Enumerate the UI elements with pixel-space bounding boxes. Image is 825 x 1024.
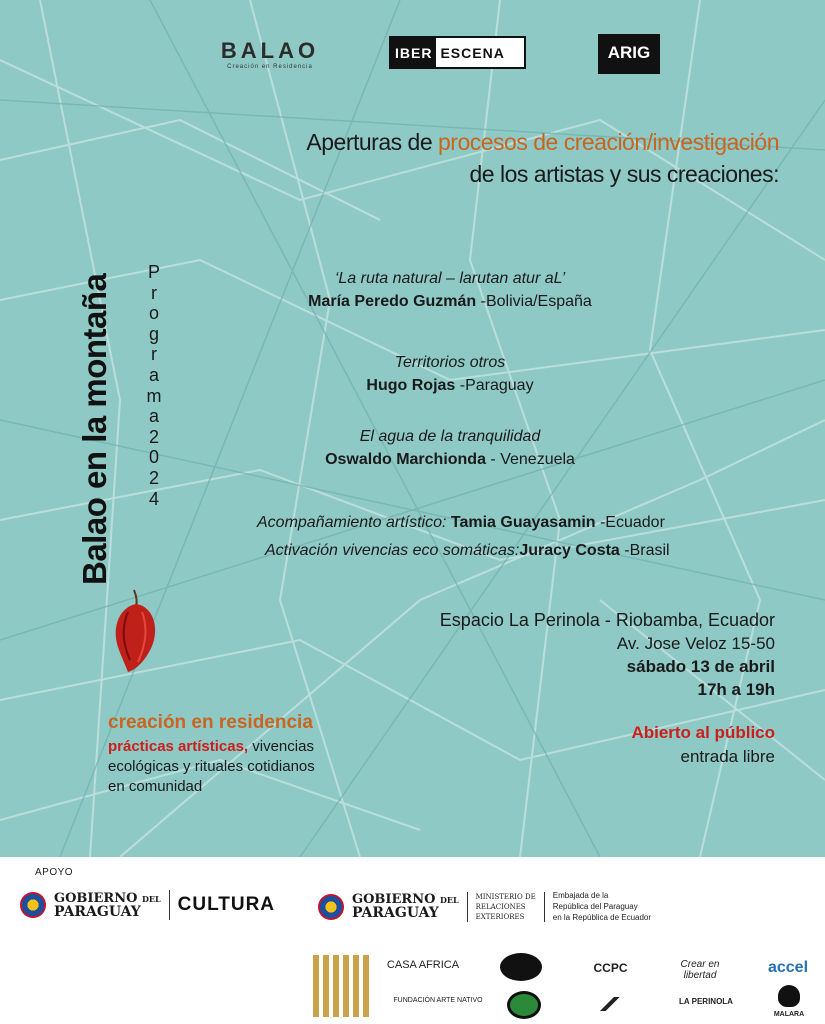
entry-credit	[250, 451, 650, 469]
balao-logo-sub: Creación en Residencia	[227, 64, 313, 70]
balao-logo-word: BALAO	[220, 38, 320, 63]
crear-libertad-logo: Crear en libertad	[680, 959, 720, 981]
residence-rest: vivencias	[248, 738, 314, 755]
headline-prefix: Aperturas de	[306, 129, 439, 155]
gob-top: GOBIERNO	[54, 890, 138, 906]
credit-role: Activación vivencias eco somáticas:	[265, 542, 520, 559]
accel-logo: accel	[767, 959, 809, 976]
program-letter: 2	[148, 426, 159, 447]
iberescena-logo-part2: ESCENA	[440, 45, 505, 61]
program-letter: g	[148, 323, 159, 344]
credit-line	[265, 542, 670, 560]
embajada-line: Embajada de la	[552, 891, 609, 900]
entry-credit	[250, 293, 650, 311]
ccpc-logo: CCPC	[593, 961, 628, 975]
embajada-line: República del Paraguay	[552, 902, 638, 911]
program-letter: 4	[148, 488, 159, 509]
entry-work: Territorios otros	[394, 354, 506, 371]
residence-red: prácticas artísticas,	[108, 738, 249, 755]
mre-line: RELACIONES	[475, 902, 526, 911]
gobierno-wordmark	[352, 893, 459, 920]
residence-line2: ecológicas y rituales cotidianos	[108, 758, 315, 775]
vertical-program	[144, 262, 164, 509]
program-letter: P	[147, 262, 160, 282]
headline	[306, 126, 779, 190]
program-letter: m	[146, 385, 162, 406]
residence-line3: en comunidad	[108, 778, 203, 795]
arig-logo: ARIG	[598, 34, 660, 74]
malara-mask-icon	[778, 985, 800, 1007]
cultura-label: CULTURA	[177, 894, 276, 915]
paraguay-seal-icon	[20, 892, 46, 918]
residence-heading: creación en residencia	[108, 712, 313, 733]
gobierno-cultura-logo	[20, 890, 275, 920]
entry-artist: María Peredo Guzmán	[308, 293, 477, 310]
arte-nativo-logo: FUNDACIÓN ARTE NATIVO	[393, 997, 483, 1004]
credit-origin: -Ecuador	[595, 514, 665, 531]
venue-block	[440, 609, 775, 701]
gob-bottom: PARAGUAY	[352, 905, 439, 921]
apoyo-label: APOYO	[35, 867, 74, 878]
entry	[250, 354, 650, 395]
gobierno-mre-logo	[318, 890, 651, 923]
vertical-title: Balao en la montaña	[76, 273, 113, 585]
entry-origin: - Venezuela	[485, 451, 575, 468]
divider	[544, 892, 545, 922]
mre-label	[476, 892, 536, 922]
venue-address: Av. Jose Veloz 15-50	[616, 634, 775, 653]
mre-line: MINISTERIO DE	[475, 892, 536, 901]
headline-line1	[306, 126, 779, 158]
venue-date: sábado 13 de abril	[626, 657, 775, 676]
embajada-line: en la República de Ecuador	[552, 913, 652, 922]
balao-logo	[200, 38, 340, 70]
venue-time: 17h a 19h	[697, 680, 775, 699]
divider	[467, 892, 468, 922]
la-perinola-logo: LA PERINOLA	[679, 997, 733, 1006]
credit-line	[257, 514, 665, 532]
entry	[250, 270, 650, 311]
gob-del: DEL	[439, 895, 459, 905]
headline-highlight: procesos de creación/investigación	[438, 129, 779, 155]
admission-open: Abierto al público	[631, 723, 775, 742]
entry-origin: -Bolivia/España	[476, 293, 592, 310]
iberescena-logo	[389, 36, 526, 69]
paraguay-seal-icon	[318, 894, 344, 920]
entry	[250, 428, 650, 469]
chili-pepper-icon	[108, 586, 164, 674]
gob-top: GOBIERNO	[352, 892, 436, 907]
entry-work: ‘La ruta natural – larutan atur aL’	[334, 270, 566, 287]
credit-name: Tamia Guayasamin	[450, 514, 596, 531]
program-letter: a	[148, 406, 159, 427]
gob-del: DEL	[141, 893, 161, 904]
credit-role: Acompañamiento artístico:	[257, 514, 447, 531]
casa-africa-logo: CASA AFRICA	[386, 959, 460, 971]
entry-origin: -Paraguay	[455, 377, 534, 394]
entry-artist: Oswaldo Marchionda	[325, 451, 486, 468]
program-letter: o	[148, 303, 159, 324]
residence-block	[108, 713, 315, 797]
gob-bottom: PARAGUAY	[54, 903, 141, 920]
program-letter: r	[151, 282, 157, 303]
program-letter: 0	[148, 447, 159, 468]
program-letter: 2	[148, 467, 159, 488]
embajada-label	[553, 890, 651, 923]
entry-work: El agua de la tranquilidad	[359, 428, 541, 445]
iberescena-logo-part1: IBER	[391, 38, 436, 67]
san-agustin-logo	[500, 953, 542, 981]
bamboo-logo	[313, 955, 369, 1017]
mre-line: EXTERIORES	[475, 912, 525, 921]
admission-block	[631, 721, 775, 769]
residence-line1	[108, 737, 315, 757]
credit-name: Juracy Costa	[519, 542, 620, 559]
entry-credit	[250, 377, 650, 395]
entry-artist: Hugo Rojas	[366, 377, 456, 394]
credit-origin: -Brasil	[619, 542, 670, 559]
mountain-logo-icon	[588, 997, 638, 1011]
headline-line2: de los artistas y sus creaciones:	[469, 161, 779, 187]
program-letter: r	[151, 344, 157, 365]
divider	[169, 890, 170, 920]
moya-logo	[507, 991, 541, 1019]
gobierno-wordmark	[54, 892, 161, 919]
venue-place: Espacio La Perinola - Riobamba, Ecuador	[439, 610, 775, 630]
sponsor-footer	[0, 857, 825, 1024]
admission-entry: entrada libre	[680, 747, 775, 766]
program-letter: a	[148, 364, 159, 385]
malara-logo: MALARA	[773, 1011, 805, 1018]
